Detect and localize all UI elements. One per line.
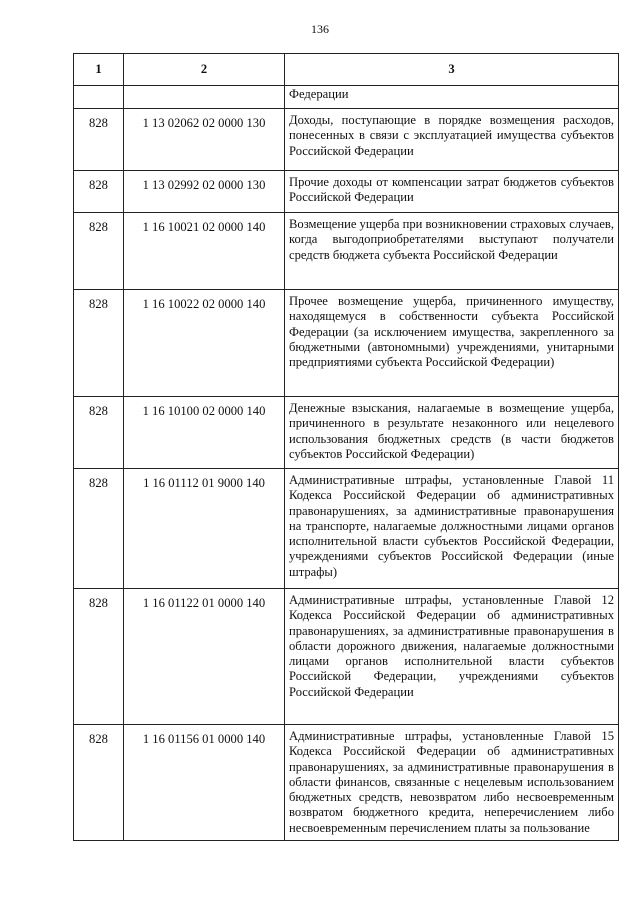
admin-code-cell: 828 bbox=[74, 213, 124, 290]
revenue-code-cell: 1 16 10022 02 0000 140 bbox=[124, 290, 285, 397]
revenue-code-cell: 1 16 10021 02 0000 140 bbox=[124, 213, 285, 290]
admin-code-cell bbox=[74, 86, 124, 109]
revenue-name-cell: Административные штрафы, установленные Главой 12 Кодекса Российской Федерации об административных правонарушениях, за административные правонарушения в области дорожного движения, налагаемые должностными лицами органов исполнительной власти субъектов Российской Федерации, учреждениями субъектов Российской Федерации bbox=[285, 589, 619, 725]
header-column-2: 2 bbox=[124, 54, 285, 86]
revenue-name-cell: Возмещение ущерба при возникновении страховых случаев, когда выгодоприобретателями выступают получатели средств бюджета субъекта Российской Федерации bbox=[285, 213, 619, 290]
revenue-name-cell: Прочие доходы от компенсации затрат бюджетов субъектов Российской Федерации bbox=[285, 171, 619, 213]
revenue-name-cell: Административные штрафы, установленные Главой 15 Кодекса Российской Федерации об административных правонарушениях, за административные правонарушения в области финансов, связанные с нецелевым использованием бюджетных средств, невозвратом либо несвоевременным возвратом бюджетного кредита, неперечислением либо несвоевременным перечислением платы за пользование bbox=[285, 725, 619, 841]
table-row bbox=[74, 290, 619, 397]
table-row bbox=[74, 397, 619, 469]
table-row bbox=[74, 213, 619, 290]
revenue-code-cell: 1 13 02992 02 0000 130 bbox=[124, 171, 285, 213]
revenue-code-cell: 1 16 10100 02 0000 140 bbox=[124, 397, 285, 469]
table-row bbox=[74, 171, 619, 213]
admin-code-cell: 828 bbox=[74, 171, 124, 213]
revenue-name-cell: Административные штрафы, установленные Главой 11 Кодекса Российской Федерации об административных правонарушениях, за административные правонарушения на транспорте, налагаемые должностными лицами органов исполнительной власти субъектов Российской Федерации, учреждениями субъектов Российской Федерации (иные штрафы) bbox=[285, 469, 619, 589]
table-row bbox=[74, 725, 619, 841]
admin-code-cell: 828 bbox=[74, 469, 124, 589]
table-row bbox=[74, 469, 619, 589]
revenue-code-cell bbox=[124, 86, 285, 109]
admin-code-cell: 828 bbox=[74, 589, 124, 725]
revenue-code-cell: 1 16 01112 01 9000 140 bbox=[124, 469, 285, 589]
admin-code-cell: 828 bbox=[74, 397, 124, 469]
revenue-name-cell: Федерации bbox=[285, 86, 619, 109]
revenue-codes-table bbox=[73, 53, 619, 841]
table-row bbox=[74, 86, 619, 109]
table-row bbox=[74, 589, 619, 725]
admin-code-cell: 828 bbox=[74, 109, 124, 171]
revenue-code-cell: 1 16 01122 01 0000 140 bbox=[124, 589, 285, 725]
revenue-name-cell: Прочее возмещение ущерба, причиненного имуществу, находящемуся в собственности субъекта Российской Федерации (за исключением имущества, закрепленного за бюджетными (автономными) учреждениями, унитарными предприятиями субъекта Российской Федерации) bbox=[285, 290, 619, 397]
admin-code-cell: 828 bbox=[74, 290, 124, 397]
admin-code-cell: 828 bbox=[74, 725, 124, 841]
header-column-3: 3 bbox=[285, 54, 619, 86]
revenue-code-cell: 1 16 01156 01 0000 140 bbox=[124, 725, 285, 841]
table-row bbox=[74, 109, 619, 171]
header-column-1: 1 bbox=[74, 54, 124, 86]
revenue-name-cell: Денежные взыскания, налагаемые в возмещение ущерба, причиненного в результате незаконного или нецелевого использования бюджетных средств (в части бюджетов субъектов Российской Федерации) bbox=[285, 397, 619, 469]
revenue-code-cell: 1 13 02062 02 0000 130 bbox=[124, 109, 285, 171]
revenue-name-cell: Доходы, поступающие в порядке возмещения расходов, понесенных в связи с эксплуатацией имущества субъектов Российской Федерации bbox=[285, 109, 619, 171]
page-number: 136 bbox=[311, 22, 329, 36]
table-header-row bbox=[74, 54, 619, 86]
